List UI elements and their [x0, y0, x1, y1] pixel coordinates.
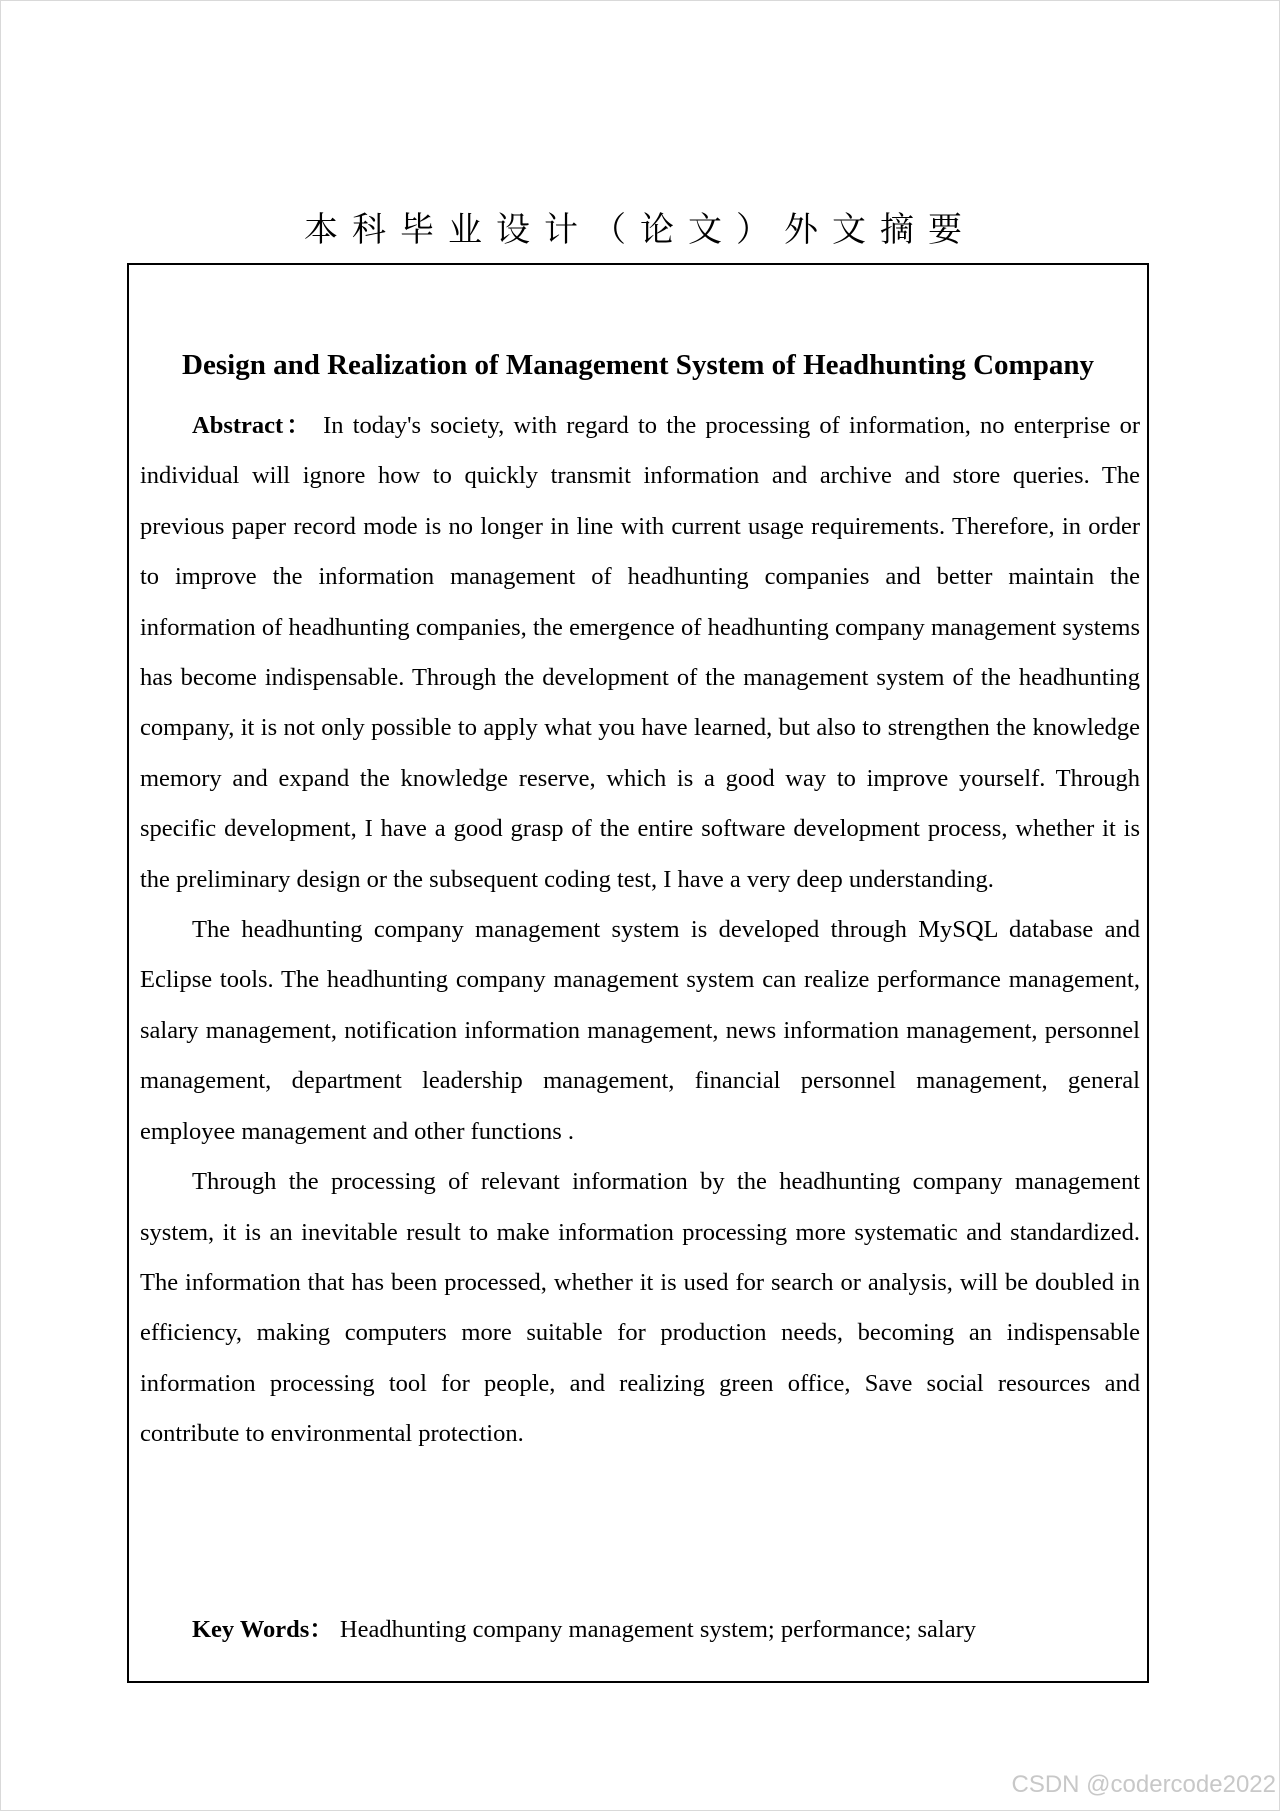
abstract-paragraph-3: Through the processing of relevant information by the headhunting company management system, it is an inevitable result to make information processing more systematic and standardized. The information that has been processed, whether it is used for search or analysis, will be doubled in efficiency, making computers more suitable for production needs, becoming an indispensable information processing tool for people, and realizing green office, Save social resources and contribute to environmental protection. — [140, 1168, 1140, 1448]
abstract-body — [140, 401, 1140, 1460]
abstract-label: Abstract： — [192, 412, 314, 439]
abstract-paragraph-1-text: In today's society, with regard to the processing of information, no enterprise or individual will ignore how to quickly transmit information and archive and store queries. The previous paper record mode is no longer in line with current usage requirements. Therefore, in order to improve the information management of headhunting companies and better maintain the information of headhunting companies, the emergence of headhunting company management systems has become indispensable. Through the development of the management system of the headhunting company, it is not only possible to apply what you have learned, but also to strengthen the knowledge memory and expand the knowledge reserve, which is a good way to improve yourself. Through specific development, I have a good grasp of the entire software development process, whether it is the preliminary design or the subsequent coding test, I have a very deep understanding. — [140, 412, 1140, 893]
keywords-label: Key Words： — [192, 1616, 334, 1643]
abstract-paragraph-1 — [140, 401, 1140, 905]
watermark: CSDN @codercode2022 — [1011, 1771, 1276, 1798]
keywords-text: Headhunting company management system; performance; salary — [339, 1616, 977, 1643]
abstract-paragraph-2: The headhunting company management system is developed through MySQL database and Eclipse tools. The headhunting company management system can realize performance management, salary management, notification information management, news information management, personnel management, department leadership management, financial personnel management, general employee management and other functions . — [140, 916, 1140, 1145]
keywords-line — [192, 1605, 976, 1655]
paper-title: Design and Realization of Management System of Headhunting Company — [182, 349, 1094, 381]
page-heading: 本科毕业设计（论文）外文摘要 — [304, 210, 976, 250]
abstract-box — [127, 263, 1149, 1683]
